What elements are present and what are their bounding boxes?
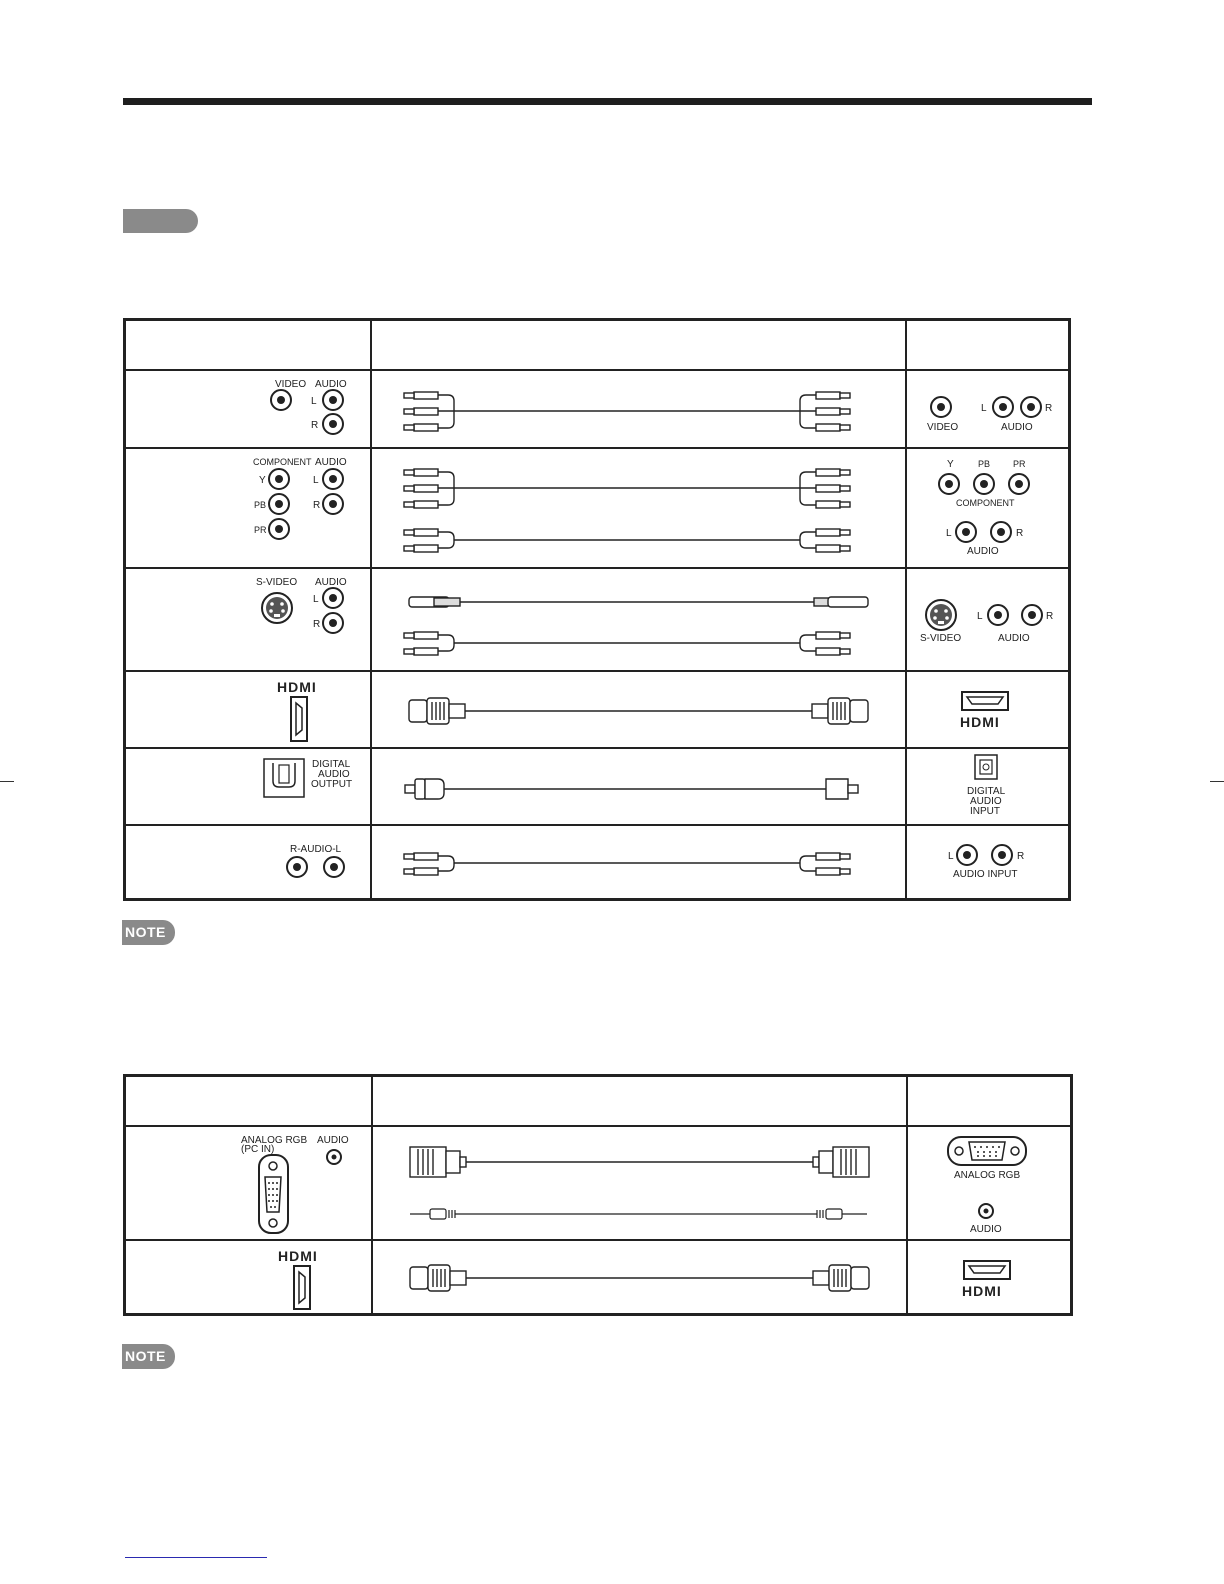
svg-text:R-AUDIO-L: R-AUDIO-L xyxy=(290,843,342,855)
connection-table-2 xyxy=(123,1074,1073,1316)
hdmi-port-icon xyxy=(964,1261,1010,1279)
device-terminal-cell xyxy=(125,1126,373,1240)
svg-text:AUDIO: AUDIO xyxy=(1001,421,1033,433)
device-terminal-cell xyxy=(125,825,372,900)
rca-cable-icon xyxy=(372,449,905,567)
rca-jack-icon xyxy=(992,845,1012,865)
svg-text:R: R xyxy=(313,499,321,511)
tv-terminal-cell xyxy=(907,1240,1072,1315)
svg-text:HDMI: HDMI xyxy=(960,713,1000,730)
svg-text:PR: PR xyxy=(254,524,267,535)
svg-text:L: L xyxy=(311,395,317,407)
svg-text:HDMI: HDMI xyxy=(277,678,317,695)
table-header-row xyxy=(125,320,1070,370)
table-row-audio-out xyxy=(125,825,1070,900)
cable-cell xyxy=(371,448,906,568)
rca-cable-icon xyxy=(372,371,905,447)
vga-port-icon xyxy=(259,1155,288,1233)
hdmi-cable-icon xyxy=(372,672,905,747)
svg-text:AUDIO INPUT: AUDIO INPUT xyxy=(953,868,1018,880)
svg-text:ANALOG RGB: ANALOG RGB xyxy=(241,1134,308,1146)
svg-text:PB: PB xyxy=(254,499,267,510)
optical-port-icon xyxy=(264,759,304,797)
cable-cell xyxy=(371,671,906,748)
section-badge xyxy=(123,209,198,233)
rca-jack-icon xyxy=(324,857,344,877)
rca-jack-icon xyxy=(287,857,307,877)
cable-cell xyxy=(372,1240,907,1315)
table-row-composite xyxy=(125,370,1070,448)
table-row-component xyxy=(125,448,1070,568)
svg-text:S-VIDEO: S-VIDEO xyxy=(920,632,962,644)
svg-text:R: R xyxy=(313,618,321,630)
rca-cable-icon xyxy=(372,826,905,898)
audio-label: AUDIO xyxy=(315,378,347,390)
rca-jack-icon xyxy=(269,494,289,514)
rca-jack-icon xyxy=(1009,474,1029,494)
svg-text:Y: Y xyxy=(259,474,266,486)
hdmi-port-icon xyxy=(962,692,1008,710)
svg-text:L: L xyxy=(946,527,952,539)
svg-text:(PC IN): (PC IN) xyxy=(241,1143,275,1155)
svg-text:R: R xyxy=(1017,850,1025,862)
tv-terminal-cell xyxy=(907,1126,1072,1240)
svg-text:COMPONENT: COMPONENT xyxy=(956,497,1015,508)
svg-text:HDMI: HDMI xyxy=(962,1282,1002,1299)
svg-text:L: L xyxy=(981,402,987,414)
svg-text:L: L xyxy=(313,593,319,605)
tv-terminal-cell xyxy=(906,748,1070,825)
rca-jack-icon xyxy=(323,588,343,608)
svg-text:ANALOG RGB: ANALOG RGB xyxy=(954,1169,1021,1181)
hdmi-port-icon xyxy=(291,697,307,741)
svideo-jack-icon xyxy=(262,593,292,623)
svg-text:OUTPUT: OUTPUT xyxy=(311,778,353,790)
table-row-digital-audio xyxy=(125,748,1070,825)
tv-terminal-cell xyxy=(906,568,1070,671)
tv-terminal-cell xyxy=(906,370,1070,448)
svg-text:L: L xyxy=(977,610,983,622)
svideo-jack-icon xyxy=(926,600,956,630)
rca-jack-icon xyxy=(323,494,343,514)
cable-cell xyxy=(371,370,906,448)
svideo-cable-icon xyxy=(409,597,868,607)
rca-jack-icon xyxy=(271,390,291,410)
rca-jack-icon xyxy=(323,469,343,489)
tv-terminal-cell xyxy=(906,825,1070,900)
cable-cell xyxy=(371,825,906,900)
rca-jack-icon xyxy=(974,474,994,494)
table-row-hdmi-pc xyxy=(125,1240,1072,1315)
note-badge-2: NOTE xyxy=(122,1344,175,1369)
rca-jack-icon xyxy=(957,845,977,865)
svg-text:AUDIO: AUDIO xyxy=(970,1223,1002,1235)
minijack-icon xyxy=(979,1204,993,1218)
svg-text:L: L xyxy=(313,474,319,486)
minijack-cable-icon xyxy=(410,1209,867,1219)
rca-jack-icon xyxy=(323,414,343,434)
svg-text:AUDIO: AUDIO xyxy=(967,545,999,557)
rca-jack-icon xyxy=(956,522,976,542)
svg-text:R: R xyxy=(1045,402,1053,414)
device-terminal-cell xyxy=(125,1240,373,1315)
rca-jack-icon xyxy=(1021,397,1041,417)
cable-cell xyxy=(371,748,906,825)
connection-table-1 xyxy=(123,318,1071,901)
svg-text:AUDIO: AUDIO xyxy=(970,795,1002,807)
table-row-analog-rgb xyxy=(125,1126,1072,1240)
tv-terminal-cell xyxy=(906,671,1070,748)
svg-text:AUDIO: AUDIO xyxy=(315,456,347,468)
cable-cell xyxy=(371,568,906,671)
device-terminal-cell xyxy=(125,748,372,825)
video-label: VIDEO xyxy=(275,378,307,390)
svg-text:INPUT: INPUT xyxy=(970,805,1000,817)
svg-text:HDMI: HDMI xyxy=(278,1247,318,1264)
device-terminal-cell xyxy=(125,568,372,671)
rca-jack-icon xyxy=(269,469,289,489)
note-badge-1: NOTE xyxy=(122,920,175,945)
footer-rule xyxy=(125,1557,267,1558)
hdmi-cable-icon xyxy=(373,1241,906,1313)
svg-text:VIDEO: VIDEO xyxy=(927,421,959,433)
svg-text:L: L xyxy=(948,850,954,862)
crop-mark-right xyxy=(1210,781,1224,782)
svg-text:AUDIO: AUDIO xyxy=(318,768,350,780)
crop-mark-left xyxy=(0,781,14,782)
rca-jack-icon xyxy=(931,397,951,417)
svg-text:PB: PB xyxy=(978,458,991,469)
svg-text:R: R xyxy=(1016,527,1024,539)
table-row-svideo xyxy=(125,568,1070,671)
optical-cable-icon xyxy=(372,749,905,824)
vga-port-icon xyxy=(948,1137,1026,1165)
svg-text:S-VIDEO: S-VIDEO xyxy=(256,576,298,588)
svg-text:DIGITAL: DIGITAL xyxy=(967,785,1006,797)
svg-text:COMPONENT: COMPONENT xyxy=(253,456,312,467)
svg-text:DIGITAL: DIGITAL xyxy=(312,758,351,770)
rca-jack-icon xyxy=(323,390,343,410)
rca-jack-icon xyxy=(939,474,959,494)
svg-text:R: R xyxy=(1046,610,1054,622)
table-row-hdmi xyxy=(125,671,1070,748)
cable-cell xyxy=(372,1126,907,1240)
device-terminal-cell xyxy=(125,448,372,568)
rca-jack-icon xyxy=(991,522,1011,542)
svg-text:AUDIO: AUDIO xyxy=(998,632,1030,644)
optical-port-icon xyxy=(975,755,997,779)
device-terminal-cell xyxy=(125,671,372,748)
hdmi-port-icon xyxy=(294,1266,310,1309)
minijack-icon xyxy=(327,1150,341,1164)
rca-jack-icon xyxy=(269,519,289,539)
device-terminal-cell xyxy=(125,370,372,448)
vga-cable-icon xyxy=(410,1147,869,1177)
rca-jack-icon xyxy=(993,397,1013,417)
svg-text:AUDIO: AUDIO xyxy=(315,576,347,588)
svg-text:PR: PR xyxy=(1013,458,1026,469)
svg-text:AUDIO: AUDIO xyxy=(317,1134,349,1146)
svg-text:Y: Y xyxy=(947,458,954,470)
table-header-row xyxy=(125,1076,1072,1126)
rca-jack-icon xyxy=(323,613,343,633)
tv-terminal-cell xyxy=(906,448,1070,568)
svg-text:R: R xyxy=(311,419,319,431)
rca-jack-icon xyxy=(1022,605,1042,625)
rca-jack-icon xyxy=(988,605,1008,625)
rca-cable-icon xyxy=(404,632,850,655)
header-rule xyxy=(123,98,1092,105)
